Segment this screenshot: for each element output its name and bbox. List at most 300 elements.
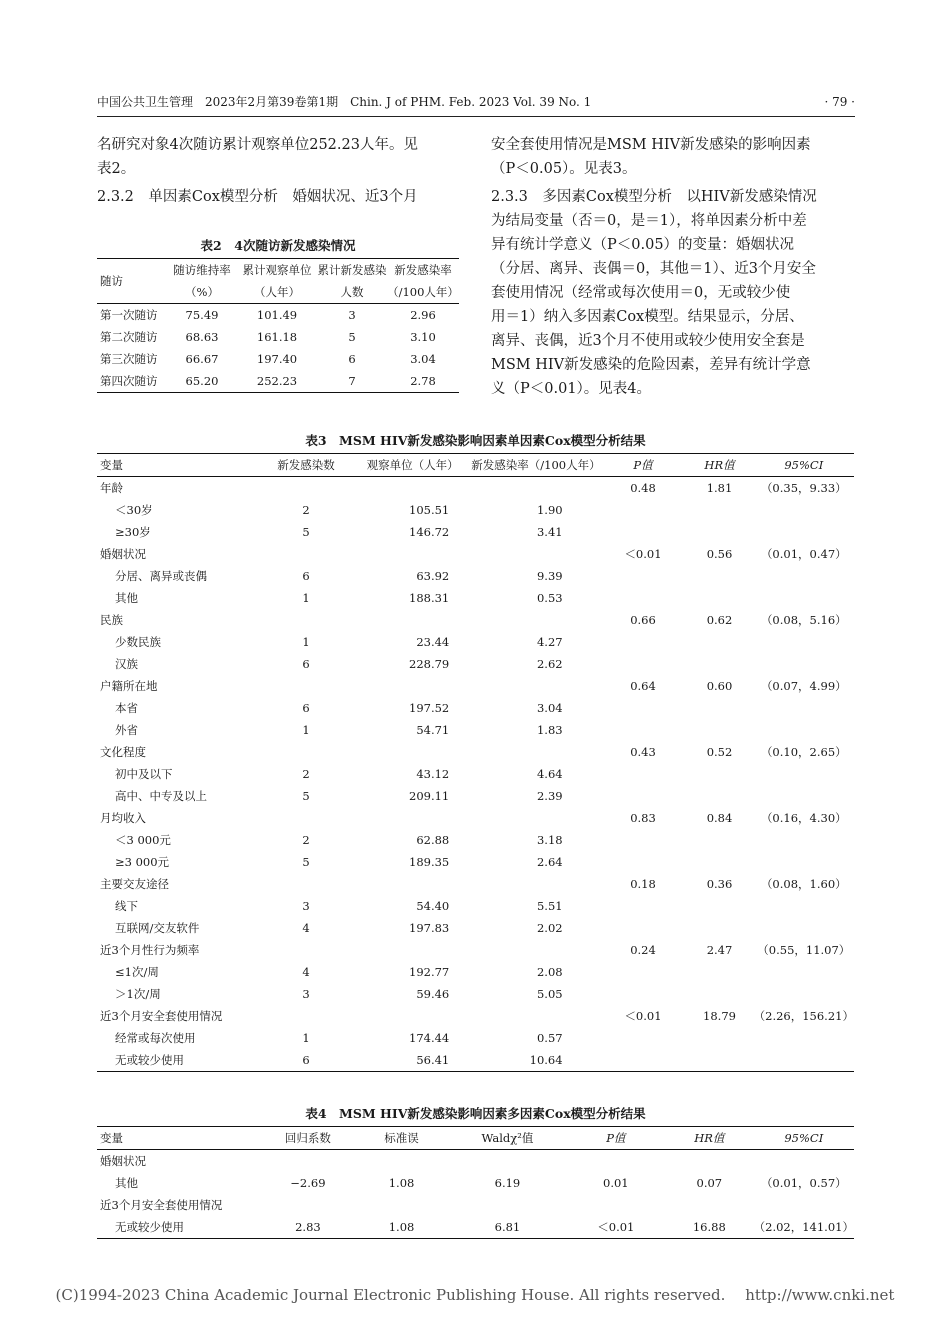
- table3-cell: [754, 829, 854, 851]
- table2-cell: 2.78: [410, 374, 436, 388]
- table4-row: [97, 1216, 854, 1239]
- table3-cell: 209.11: [409, 789, 450, 803]
- table3-cell: [754, 565, 854, 587]
- table3-cell: 1: [302, 1031, 310, 1045]
- table3-cell: [258, 477, 354, 500]
- table3-row-label: 婚姻状况: [100, 547, 146, 561]
- table3-cell: [601, 829, 686, 851]
- table3-cell: 23.44: [416, 635, 450, 649]
- running-header: [97, 92, 855, 117]
- table3-cell: 4: [302, 965, 310, 979]
- table3-row: [97, 609, 854, 631]
- section-heading-2-3-2: [97, 185, 459, 209]
- table3-cell: [754, 631, 854, 653]
- table3-cell: 228.79: [409, 657, 450, 671]
- table3-row: [97, 851, 854, 873]
- right-column-text: [491, 133, 854, 401]
- table4-row-label: 近3个月安全套使用情况: [100, 1198, 223, 1212]
- table4-cell: 2.83: [295, 1220, 321, 1234]
- table2-header-cell: 累计观察单位: [242, 263, 312, 277]
- table3-cell: [685, 829, 753, 851]
- table3-cell: 2.39: [536, 789, 563, 803]
- table3-cell: [258, 873, 354, 895]
- table3-cell: [685, 785, 753, 807]
- table3-cell: [754, 785, 854, 807]
- table3-cell: [471, 543, 600, 565]
- table2-cell: 197.40: [256, 352, 298, 366]
- table3-cell: 18.79: [703, 1009, 736, 1023]
- table3-cell: 0.60: [706, 679, 733, 693]
- table3-cell: [754, 851, 854, 873]
- table4-cell: [355, 1150, 449, 1173]
- table3-cell: [685, 587, 753, 609]
- table3-cell: 4: [302, 921, 310, 935]
- table3-cell: [601, 983, 686, 1005]
- section-heading-2-3-3: [491, 185, 854, 209]
- table3-row: [97, 785, 854, 807]
- table3-row-label: 民族: [100, 613, 123, 627]
- table4-cell: 1.08: [388, 1176, 415, 1190]
- table3-cell: （0.10，2.65）: [760, 745, 847, 759]
- table4-cell: （0.01，0.57）: [760, 1176, 847, 1190]
- table2-header-cell: （/100人年）: [387, 285, 459, 299]
- table3-cell: [754, 653, 854, 675]
- table3-cell: [601, 565, 686, 587]
- table3-row: [97, 543, 854, 565]
- table4-header-cell: 回归系数: [284, 1131, 331, 1145]
- table3-cell: 2: [302, 503, 310, 517]
- table2-header-cell: （人年）: [254, 285, 300, 299]
- table3-cell: 0.64: [630, 679, 656, 693]
- copyright-footer: (C)1994-2023 China Academic Journal Electronic Publishing House. All rights reserved. http://www.cnki.net: [55, 1286, 895, 1304]
- section-heading-text: 以HIV新发感染情况: [686, 189, 817, 205]
- table2-cell: 66.67: [185, 352, 219, 366]
- table3-cell: [754, 1049, 854, 1072]
- table2-header-cell: 新发感染率: [394, 263, 452, 277]
- table2-cell: 75.49: [185, 308, 219, 322]
- table3-cell: 197.83: [409, 921, 450, 935]
- table2-cell: 65.20: [185, 374, 219, 388]
- table3-cell: [685, 697, 753, 719]
- section-heading-text: 婚姻状况、近3个月: [292, 189, 418, 205]
- table3-cell: 3: [302, 899, 310, 913]
- table3-row-label: 少数民族: [115, 635, 161, 649]
- table3-caption: 表3 MSM HIV新发感染影响因素单因素Cox模型分析结果: [305, 433, 646, 448]
- table3-row: [97, 829, 854, 851]
- table3-row-label: 汉族: [115, 657, 138, 671]
- table3-cell: 0.24: [630, 943, 656, 957]
- table3-row: [97, 499, 854, 521]
- table3-row-label: 其他: [115, 591, 138, 605]
- table3-cell: 0.66: [630, 613, 656, 627]
- table3-cell: （0.08，5.16）: [760, 613, 847, 627]
- table4-row-label: 婚姻状况: [100, 1154, 146, 1168]
- table3-row-label: 近3个月安全套使用情况: [100, 1009, 223, 1023]
- table3-cell: [258, 807, 354, 829]
- table3-cell: [471, 477, 600, 500]
- table2-cell: 5: [348, 330, 356, 344]
- table3-cell: [354, 939, 471, 961]
- table3-cell: [258, 1005, 354, 1027]
- right-paragraph-line: 义（P＜0.01）。见表4。: [491, 381, 652, 397]
- page-number: · 79 ·: [824, 95, 855, 109]
- table3-cell: [601, 895, 686, 917]
- table3-row-label: 主要交友途径: [100, 877, 169, 891]
- table3-row-label: 经常或每次使用: [115, 1031, 196, 1045]
- table4-cell: 16.88: [692, 1220, 726, 1234]
- right-paragraph-line: 为结局变量（否＝0，是＝1），将单因素分析中差: [491, 213, 807, 229]
- table3-row-label: 近3个月性行为频率: [100, 943, 200, 957]
- table3-cell: [354, 543, 471, 565]
- table3-cell: [685, 653, 753, 675]
- table3-row: [97, 653, 854, 675]
- table3-cell: 6: [302, 701, 310, 715]
- table3-cell: [601, 587, 686, 609]
- table4-header-cell: Waldχ²值: [481, 1131, 534, 1145]
- table4-cell: [754, 1194, 854, 1216]
- table3-cell: 5: [302, 525, 310, 539]
- table3-cell: [354, 675, 471, 697]
- table4-cell: [261, 1150, 355, 1173]
- table3-row: [97, 895, 854, 917]
- table3-cell: [685, 961, 753, 983]
- table3-header-cell: 观察单位（人年）: [366, 458, 459, 472]
- table3-cell: [754, 499, 854, 521]
- table3-cell: 10.64: [529, 1053, 563, 1067]
- table2-header-cell: 随访: [97, 259, 167, 304]
- left-paragraph-line: 名研究对象4次随访累计观察单位252.23人年。见: [97, 137, 418, 153]
- table2: [97, 258, 459, 393]
- table4-cell: [355, 1194, 449, 1216]
- table3-cell: [685, 499, 753, 521]
- table3-cell: 188.31: [409, 591, 450, 605]
- table3-cell: [354, 477, 471, 500]
- table3-row: [97, 565, 854, 587]
- table3-cell: [471, 741, 600, 763]
- table3-cell: 0.62: [706, 613, 733, 627]
- table3-cell: [258, 609, 354, 631]
- table3-row-label: 初中及以下: [115, 767, 173, 781]
- table3-row: [97, 719, 854, 741]
- table3-row-label: 无或较少使用: [115, 1053, 184, 1067]
- table3-cell: [685, 565, 753, 587]
- table3-cell: （0.55，11.07）: [757, 943, 851, 957]
- table3-cell: 4.64: [536, 767, 563, 781]
- table3-cell: [601, 653, 686, 675]
- table3-cell: [601, 851, 686, 873]
- table3-row: [97, 807, 854, 829]
- table3-cell: [754, 719, 854, 741]
- table3-cell: （0.01，0.47）: [760, 547, 847, 561]
- table3-cell: [601, 763, 686, 785]
- table3-cell: [685, 763, 753, 785]
- table2-cell: 7: [348, 374, 356, 388]
- table3-row-label: 外省: [115, 723, 138, 737]
- table3-cell: [601, 1027, 686, 1049]
- table3-header-cell: 新发感染数: [277, 458, 335, 472]
- table3-row-label: ＞1次/周: [115, 987, 161, 1001]
- table3-row-label: 本省: [115, 701, 138, 715]
- table2-cell: 2.96: [410, 308, 436, 322]
- table3-cell: 0.18: [630, 877, 656, 891]
- table3-cell: [685, 1027, 753, 1049]
- table3-cell: [685, 719, 753, 741]
- table2-row-label: 第四次随访: [100, 374, 158, 388]
- table4-header-cell: 变量: [100, 1131, 123, 1145]
- table3-row-label: 线下: [115, 899, 138, 913]
- table3-cell: [601, 785, 686, 807]
- table3-cell: 6: [302, 569, 310, 583]
- table3-cell: [754, 961, 854, 983]
- table4-cell: [448, 1150, 566, 1173]
- table2-cell: 3.10: [410, 330, 436, 344]
- table3-cell: 0.52: [706, 745, 733, 759]
- table2-row-label: 第二次随访: [100, 330, 158, 344]
- table3-cell: 2: [302, 767, 310, 781]
- table3-cell: 56.41: [416, 1053, 450, 1067]
- table3-row: [97, 521, 854, 543]
- table4-cell: 6.19: [494, 1176, 521, 1190]
- right-paragraph-line: 离异、丧偶，近3个月不使用或较少使用安全套是: [491, 333, 805, 349]
- table3-cell: 1.81: [706, 481, 733, 495]
- table3-cell: [471, 1005, 600, 1027]
- table2-row: [97, 304, 459, 327]
- section-heading-number: 2.3.3 多因素Cox模型分析: [491, 189, 687, 205]
- table3-cell: [354, 741, 471, 763]
- table3-header-cell: 变量: [100, 458, 123, 472]
- table2-row-label: 第三次随访: [100, 352, 158, 366]
- table4-row-label: 无或较少使用: [115, 1220, 184, 1234]
- table3-row: [97, 917, 854, 939]
- table3-cell: [354, 873, 471, 895]
- table3-cell: 0.56: [706, 547, 733, 561]
- table3-row: [97, 477, 854, 500]
- table3-row-label: ＜3 000元: [115, 833, 171, 847]
- table3-cell: 5: [302, 855, 310, 869]
- table4-caption: 表4 MSM HIV新发感染影响因素多因素Cox模型分析结果: [305, 1106, 646, 1121]
- table3-cell: （0.07，4.99）: [760, 679, 847, 693]
- table3-cell: [258, 543, 354, 565]
- table3-cell: 174.44: [409, 1031, 450, 1045]
- table3-cell: [601, 917, 686, 939]
- table3-cell: [685, 851, 753, 873]
- table3-row: [97, 1049, 854, 1072]
- table2-cell: 3.04: [410, 352, 436, 366]
- table3-row: [97, 1027, 854, 1049]
- table3-cell: [754, 521, 854, 543]
- table2-cell: 68.63: [185, 330, 219, 344]
- table3-cell: 5.05: [536, 987, 563, 1001]
- table3-cell: ＜0.01: [624, 1009, 662, 1023]
- table3-cell: 1: [302, 635, 310, 649]
- right-paragraph-line: 套使用情况（经常或每次使用＝0，无或较少使: [491, 285, 791, 301]
- table3-cell: [471, 675, 600, 697]
- table3-cell: （0.35，9.33）: [760, 481, 847, 495]
- table4-row: [97, 1194, 854, 1216]
- table3-row: [97, 983, 854, 1005]
- table2-cell: 252.23: [256, 374, 298, 388]
- table4-cell: 6.81: [494, 1220, 521, 1234]
- right-paragraph-line: 安全套使用情况是MSM HIV新发感染的影响因素: [491, 137, 811, 153]
- table2-cell: 3: [348, 308, 356, 322]
- table3-cell: [354, 807, 471, 829]
- table3-row-label: 户籍所在地: [100, 679, 158, 693]
- table3-cell: （0.08，1.60）: [760, 877, 847, 891]
- table4-cell: 0.01: [603, 1176, 629, 1190]
- table3-cell: [601, 961, 686, 983]
- table3-cell: 3.04: [536, 701, 563, 715]
- table3-cell: 54.40: [416, 899, 450, 913]
- right-paragraph-line: （分居、离异、丧偶＝0，其他＝1）、近3个月安全: [491, 261, 816, 277]
- table3-cell: 0.57: [536, 1031, 563, 1045]
- table3-cell: [471, 609, 600, 631]
- table3-row: [97, 631, 854, 653]
- table3-cell: [601, 719, 686, 741]
- table3-row: [97, 1005, 854, 1027]
- table3-cell: 0.53: [536, 591, 563, 605]
- table3-row-label: 互联网/交友软件: [115, 921, 200, 935]
- table3-cell: 146.72: [409, 525, 450, 539]
- table3-cell: [354, 1005, 471, 1027]
- table3-cell: [754, 917, 854, 939]
- table3-row-label: 高中、中专及以上: [115, 789, 207, 803]
- table3-cell: [754, 587, 854, 609]
- table3-cell: [685, 983, 753, 1005]
- table4-cell: [448, 1194, 566, 1216]
- table3-cell: [754, 763, 854, 785]
- table3-cell: 105.51: [409, 503, 450, 517]
- table3-cell: [685, 895, 753, 917]
- table3-cell: （0.16，4.30）: [760, 811, 847, 825]
- table3-cell: 6: [302, 1053, 310, 1067]
- table3-row: [97, 763, 854, 785]
- table2-header-cell: 随访维持率: [173, 263, 231, 277]
- table3-cell: 5.51: [536, 899, 563, 913]
- table3-cell: 2.08: [536, 965, 563, 979]
- table3-row: [97, 697, 854, 719]
- table4-cell: [665, 1150, 754, 1173]
- table3-header-cell: HR值: [704, 458, 735, 472]
- table3-cell: [601, 697, 686, 719]
- table2-header-cell: 累计新发感染: [317, 263, 387, 277]
- table2-cell: 161.18: [256, 330, 298, 344]
- table3-cell: [754, 697, 854, 719]
- table3-header-cell: 95%CI: [784, 458, 824, 472]
- table3-cell: [471, 873, 600, 895]
- table3-cell: 2.64: [536, 855, 563, 869]
- table3-cell: 1.90: [536, 503, 563, 517]
- table3-cell: 3.18: [536, 833, 563, 847]
- table4-cell: ＜0.01: [597, 1220, 635, 1234]
- table3-row-label: 月均收入: [100, 811, 146, 825]
- table3-cell: 43.12: [416, 767, 450, 781]
- table3-cell: [685, 917, 753, 939]
- table3-cell: 4.27: [536, 635, 563, 649]
- table3-row: [97, 741, 854, 763]
- table3-cell: 54.71: [416, 723, 450, 737]
- table4-cell: −2.69: [290, 1176, 326, 1190]
- table4-row: [97, 1150, 854, 1173]
- table3-row-label: ＜30岁: [115, 503, 153, 517]
- table4-cell: （2.02，141.01）: [753, 1220, 854, 1234]
- table3-cell: [754, 895, 854, 917]
- table3-cell: 1: [302, 591, 310, 605]
- table3-cell: [354, 609, 471, 631]
- table3-cell: 0.43: [630, 745, 656, 759]
- left-column-text: [97, 133, 459, 209]
- table3-row: [97, 675, 854, 697]
- table3-row-label: 文化程度: [100, 745, 146, 759]
- table4: [97, 1126, 854, 1239]
- journal-info: 中国公共卫生管理 2023年2月第39卷第1期 Chin. J of PHM. Feb. 2023 Vol. 39 No. 1: [97, 95, 592, 109]
- table3-cell: [601, 631, 686, 653]
- table4-row: [97, 1172, 854, 1194]
- table3-cell: 1.83: [536, 723, 563, 737]
- table3-row-label: ≥30岁: [115, 525, 151, 539]
- table3-cell: 63.92: [416, 569, 450, 583]
- table4-header-cell: 标准误: [384, 1131, 419, 1145]
- table4-cell: [567, 1150, 665, 1173]
- table3-cell: [258, 741, 354, 763]
- table3-row: [97, 873, 854, 895]
- table3-cell: [601, 499, 686, 521]
- table3-row-label: 分居、离异或丧偶: [115, 569, 207, 583]
- left-paragraph-line: 表2。: [97, 161, 136, 177]
- table3-cell: 3: [302, 987, 310, 1001]
- table2-row: [97, 370, 459, 393]
- table3-cell: [754, 1027, 854, 1049]
- right-paragraph-line: （P＜0.05）。见表3。: [491, 161, 637, 177]
- table4-row-label: 其他: [115, 1176, 138, 1190]
- table3-cell: [601, 521, 686, 543]
- table3-cell: [601, 1049, 686, 1072]
- table4-cell: [567, 1194, 665, 1216]
- table2-cell: 101.49: [256, 308, 298, 322]
- table3-row: [97, 939, 854, 961]
- table2-row: [97, 348, 459, 370]
- table3-cell: （2.26，156.21）: [753, 1009, 854, 1023]
- table3-row: [97, 961, 854, 983]
- table3-cell: [685, 521, 753, 543]
- table4-header-cell: P值: [606, 1131, 626, 1145]
- right-paragraph-line: 用＝1）纳入多因素Cox模型。结果显示，分居、: [491, 309, 804, 325]
- table3-cell: 2.62: [536, 657, 563, 671]
- table4-cell: 0.07: [696, 1176, 723, 1190]
- table3-cell: 1: [302, 723, 310, 737]
- table3-row-label: 年龄: [100, 481, 123, 495]
- section-heading-number: 2.3.2 单因素Cox模型分析: [97, 189, 293, 205]
- table3-cell: [685, 1049, 753, 1072]
- table4-header-cell: HR值: [694, 1131, 725, 1145]
- table3-cell: 9.39: [536, 569, 563, 583]
- table3-cell: 59.46: [416, 987, 450, 1001]
- table2-cell: 6: [348, 352, 356, 366]
- table3: [97, 453, 854, 1072]
- table3-cell: 2: [302, 833, 310, 847]
- table3-cell: ＜0.01: [624, 547, 662, 561]
- table2-caption: 表2 4次随访新发感染情况: [200, 238, 356, 253]
- table4-cell: 1.08: [388, 1220, 415, 1234]
- table3-cell: 5: [302, 789, 310, 803]
- table3-header-cell: P值: [633, 458, 653, 472]
- table3-cell: 2.47: [706, 943, 733, 957]
- table3-row: [97, 587, 854, 609]
- table3-cell: [471, 807, 600, 829]
- table3-cell: [258, 675, 354, 697]
- table3-cell: [685, 631, 753, 653]
- table3-cell: [258, 939, 354, 961]
- right-paragraph-line: MSM HIV新发感染的危险因素，差异有统计学意: [491, 357, 811, 373]
